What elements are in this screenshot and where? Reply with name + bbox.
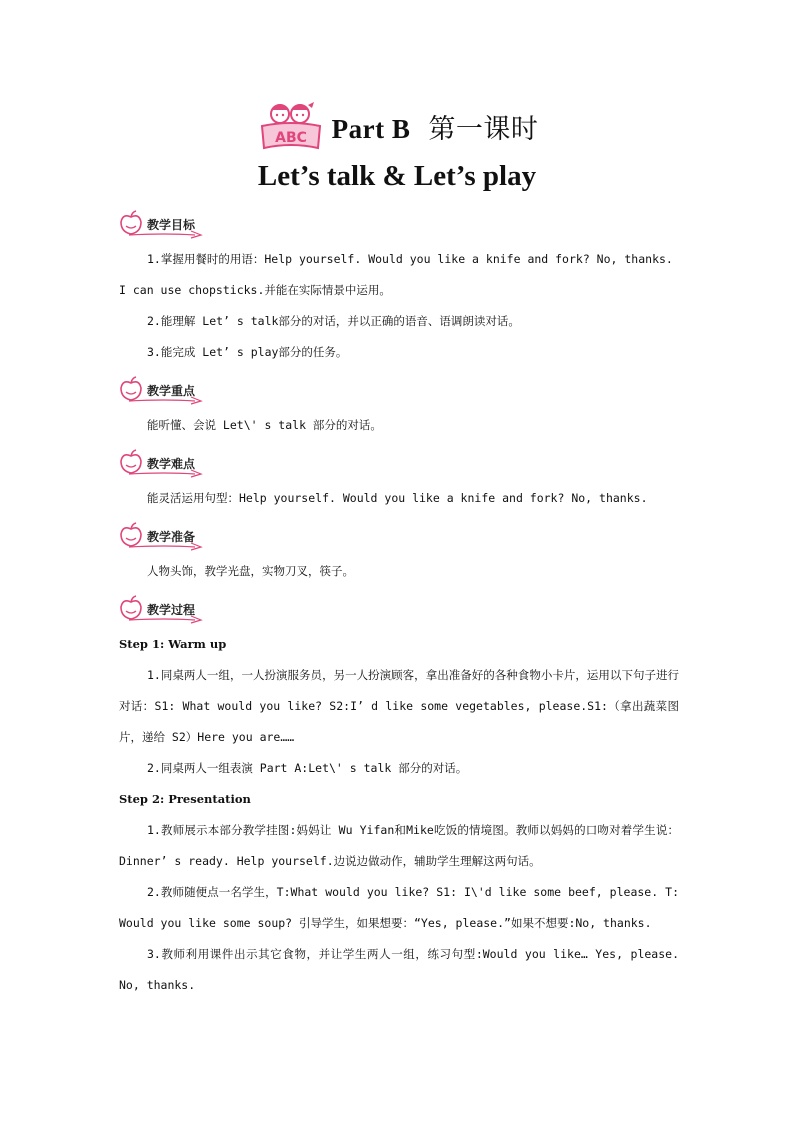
content [119, 206, 679, 1001]
title-block [0, 96, 794, 193]
section-header-difficulties [119, 445, 679, 475]
title-row [0, 96, 794, 156]
section-label: 教学难点 [147, 457, 196, 471]
difficulties-text: 能灵活运用句型：Help yourself. Would you like a knife and fork? No, thanks. [147, 491, 648, 505]
abc-kids-logo-icon [256, 96, 326, 156]
objective-item-1: 1.掌握用餐时的用语：Help yourself. Would you like a knife and fork? No, thanks. [147, 252, 673, 266]
section-label: 教学目标 [147, 218, 196, 232]
objective-item-2: 2.能理解 Let’ s talk部分的对话，并以正确的语音、语调朗读对话。 [147, 314, 520, 328]
step-1-heading: Step 1: Warm up [119, 637, 227, 651]
section-label: 教学过程 [147, 603, 196, 617]
step-1-paragraph-1: 1.同桌两人一组，一人扮演服务员，另一人扮演顾客，拿出准备好的各种食物小卡片，运用以下句子进行对话：S1: What would you like? S2:I’ d like some vegetables, please.S1:（拿出蔬菜图片，递给 S2）Here you are…… [119, 668, 679, 744]
objective-item-3: 3.能完成 Let’ s play部分的任务。 [147, 345, 348, 359]
section-header-objectives [119, 206, 679, 236]
section-header-preparation [119, 518, 679, 548]
step-2-paragraph-2: 2.教师随便点一名学生，T:What would you like? S1: I\'d like some beef, please. T: Would you like some soup? 引导学生，如果想要：“Yes, please.”如果不想要:No, thanks. [119, 885, 679, 930]
step-1-paragraph-2: 2.同桌两人一组表演 Part A:Let\' s talk 部分的对话。 [147, 761, 468, 775]
objective-item-1-cont: I can use chopsticks.并能在实际情景中运用。 [119, 283, 391, 297]
title-lesson: 第一课时 [428, 113, 539, 145]
step-2-heading: Step 2: Presentation [119, 792, 251, 806]
section-header-key-points [119, 372, 679, 402]
section-label: 教学准备 [147, 530, 196, 544]
section-header-process [119, 591, 679, 621]
page-title [332, 107, 539, 146]
step-2-paragraph-1: 1.教师展示本部分教学挂图:妈妈让 Wu Yifan和Mike吃饭的情境图。教师以妈妈的口吻对着学生说：Dinner’ s ready. Help yourself.边说边做动作，辅助学生理解这两句话。 [119, 823, 679, 868]
key-points-text: 能听懂、会说 Let\' s talk 部分的对话。 [147, 418, 382, 432]
page-subtitle: Let’s talk & Let’s play [257, 160, 537, 192]
preparation-text: 人物头饰，教学光盘，实物刀叉，筷子。 [147, 564, 354, 578]
title-part: Part B [331, 113, 411, 144]
step-2-paragraph-3: 3.教师利用课件出示其它食物，并让学生两人一组，练习句型:Would you like… Yes, please. No, thanks. [119, 947, 679, 992]
section-label: 教学重点 [147, 384, 196, 398]
logo-text: ABC [274, 130, 307, 146]
